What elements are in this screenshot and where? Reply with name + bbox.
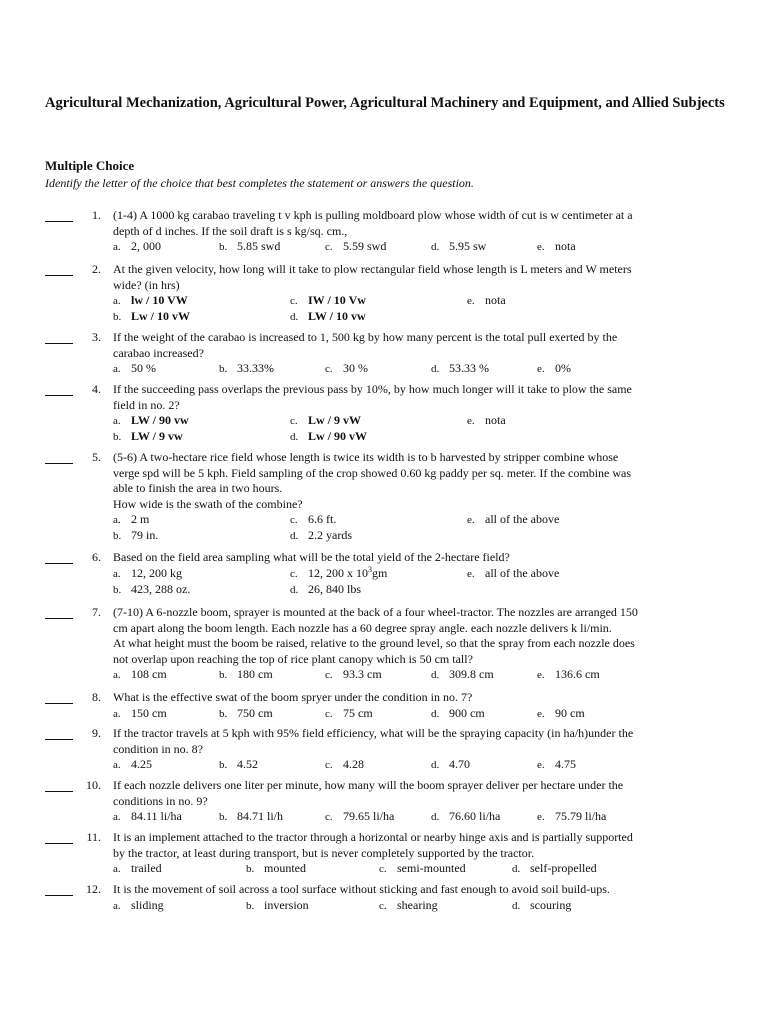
question-number: 1. [92,208,101,222]
question-text: (7-10) A 6-nozzle boom, sprayer is mounted at the back of a four wheel-tractor. The nozzles are arranged 150 cm apart along the boom length. Each nozzle has a 60 degree spray angle. each nozzle delivers k li/min. At what height must the boom be raised, relative to the ground level, so that the spray from each nozzle does not overlap upon reaching the top of rice plant canopy which is 50 cm tall? [113,605,638,666]
option-a: a. sliding [113,897,164,912]
question-number: 5. [92,450,101,464]
options-row [113,413,735,429]
question-text: It is the movement of soil across a tool surface without sticking and fast enough to avoid soil build-ups. [113,882,610,896]
answer-blank[interactable] [45,330,73,344]
option-c: c. 93.3 cm [325,667,382,681]
option-d: d. 76.60 li/ha [431,809,501,823]
options-row [113,861,735,877]
question-number: 12. [86,882,101,896]
question-number: 10. [86,778,101,792]
option-b: b. Lw / 10 vW [113,309,191,323]
question-text: If the succeeding pass overlaps the previous pass by 10%, by how much longer will it take to plow the same field in no. 2? [113,382,632,412]
question-11 [45,830,735,877]
option-e: e. 90 cm [537,705,585,720]
answer-blank[interactable] [45,882,73,896]
question-8 [45,690,735,722]
option-a: a. trailed [113,861,162,875]
option-c: c. 12, 200 x $10^3gm$ [290,564,388,580]
options-row [113,309,735,325]
question-number: 6. [92,550,101,564]
option-d: d. 26, 840 lbs [290,581,362,596]
question-7 [45,605,735,683]
option-c: c. 75 cm [325,705,373,720]
option-a: a. lw / 10 VW [113,293,188,307]
question-6 [45,550,735,598]
option-d: d. self-propelled [512,861,597,875]
question-text: At the given velocity, how long will it take to plow rectangular field whose length is L meters and W meters wide? (in hrs) [113,262,632,292]
option-b: b. 4.52 [219,757,258,771]
option-b: b. inversion [246,897,309,912]
option-d: d. 900 cm [431,705,485,720]
options-row [113,898,735,914]
question-3 [45,330,735,377]
question-number: 7. [92,605,101,619]
option-b: b. mounted [246,861,306,875]
question-1 [45,208,735,255]
question-number: 3. [92,330,101,344]
option-a: a. 108 cm [113,667,167,681]
option-b: b. 79 in. [113,528,159,542]
options-row [113,528,735,544]
option-e: e. 136.6 cm [537,667,600,681]
option-a: a. 150 cm [113,705,167,720]
option-a: a. LW / 90 vw [113,413,189,427]
option-c: c. 30 % [325,361,368,375]
answer-blank[interactable] [45,208,73,222]
answer-blank[interactable] [45,605,73,619]
options-row [113,361,735,377]
answer-blank[interactable] [45,690,73,704]
question-text: (1-4) A 1000 kg carabao traveling t v kph is pulling moldboard plow whose width of cut is w centimeter at a depth of d inches. If the soil draft is s kg/sq. cm., [113,208,633,238]
options-row [113,757,735,773]
option-a: a. 4.25 [113,757,152,771]
options-row [113,512,735,528]
option-a: a. 12, 200 kg [113,565,182,580]
answer-blank[interactable] [45,550,73,564]
question-number: 11. [86,830,101,844]
question-text: If the weight of the carabao is increased to 1, 500 kg by how many percent is the total pull exerted by the carabao increased? [113,330,618,360]
question-text: Based on the field area sampling what will be the total yield of the 2-hectare field? [113,550,510,564]
option-d: d. 4.70 [431,757,470,771]
question-text: It is an implement attached to the tractor through a horizontal or nearby hinge axis and is partially supported by the tractor, at least during transport, but is never completely supported by the tractor. [113,830,633,860]
option-b: b. 750 cm [219,705,273,720]
option-e: e. 0% [537,361,571,375]
option-d: d. 53.33 % [431,361,489,375]
options-row [113,809,735,825]
option-c: c. semi-mounted [379,861,466,875]
question-text: If each nozzle delivers one liter per minute, how many will the boom sprayer deliver per hectare under the conditions in no. 9? [113,778,624,808]
options-row [113,566,735,582]
option-b: b. LW / 9 vw [113,429,183,443]
question-12 [45,882,735,914]
option-d: d. Lw / 90 vW [290,429,368,443]
option-a: a. 2 m [113,512,150,526]
option-e: e. all of the above [467,565,560,580]
option-c: c. 79.65 li/ha [325,809,395,823]
option-e: e. all of the above [467,512,560,526]
answer-blank[interactable] [45,262,73,276]
option-a: a. 50 % [113,361,156,375]
options-row [113,706,735,722]
option-c: c. IW / 10 Vw [290,293,366,307]
page-title: Agricultural Mechanization, Agricultural Power, Agricultural Machinery and Equipment, and Allied Subjects [45,95,725,111]
option-d: d. 5.95 sw [431,239,487,253]
answer-blank[interactable] [45,450,73,464]
question-4 [45,382,735,445]
question-2 [45,262,735,325]
option-d: d. LW / 10 vw [290,309,366,323]
options-row [113,429,735,445]
option-e: e. nota [467,413,506,427]
option-b: b. 33.33% [219,361,274,375]
option-b: b. 5.85 swd [219,239,281,253]
option-c: c. 4.28 [325,757,364,771]
instructions: Identify the letter of the choice that best completes the statement or answers the question. [45,176,474,190]
option-c: c. Lw / 9 vW [290,413,362,427]
question-text: (5-6) A two-hectare rice field whose length is twice its width is to b harvested by stripper combine whose verge spd will be 5 kph. Field sampling of the crop showed 0.60 kg paddy per sq. meter. If the combine was able to finish the area in two hours. How wide is the swath of the combine? [113,450,632,511]
option-d: d. 309.8 cm [431,667,494,681]
question-5 [45,450,735,544]
options-row [113,239,735,255]
option-c: c. 5.59 swd [325,239,387,253]
option-e: e. 4.75 [537,757,576,771]
option-d: d. scouring [512,897,572,912]
option-b: b. 84.71 li/h [219,809,284,823]
option-e: e. 75.79 li/ha [537,809,607,823]
option-e: e. nota [467,293,506,307]
answer-blank[interactable] [45,778,73,792]
options-row [113,667,735,683]
question-text: What is the effective swat of the boom spryer under the condition in no. 7? [113,690,473,704]
option-b: b. 423, 288 oz. [113,581,191,596]
answer-blank[interactable] [45,382,73,396]
answer-blank[interactable] [45,726,73,740]
option-c: c. shearing [379,897,438,912]
question-number: 8. [92,690,101,704]
option-d: d. 2.2 yards [290,528,352,542]
option-b: b. 180 cm [219,667,273,681]
options-row [113,293,735,309]
question-number: 4. [92,382,101,396]
question-9 [45,726,735,773]
option-a: a. 84.11 li/ha [113,809,182,823]
question-number: 9. [92,726,101,740]
option-a: a. 2, 000 [113,239,161,253]
option-c: c. 6.6 ft. [290,512,337,526]
option-e: e. nota [537,239,576,253]
question-number: 2. [92,262,101,276]
answer-blank[interactable] [45,830,73,844]
options-row [113,582,735,598]
question-text: If the tractor travels at 5 kph with 95% field efficiency, what will be the spraying capacity (in ha/h)under the condition in no. 8? [113,726,634,756]
question-10 [45,778,735,825]
section-heading: Multiple Choice [45,158,135,173]
